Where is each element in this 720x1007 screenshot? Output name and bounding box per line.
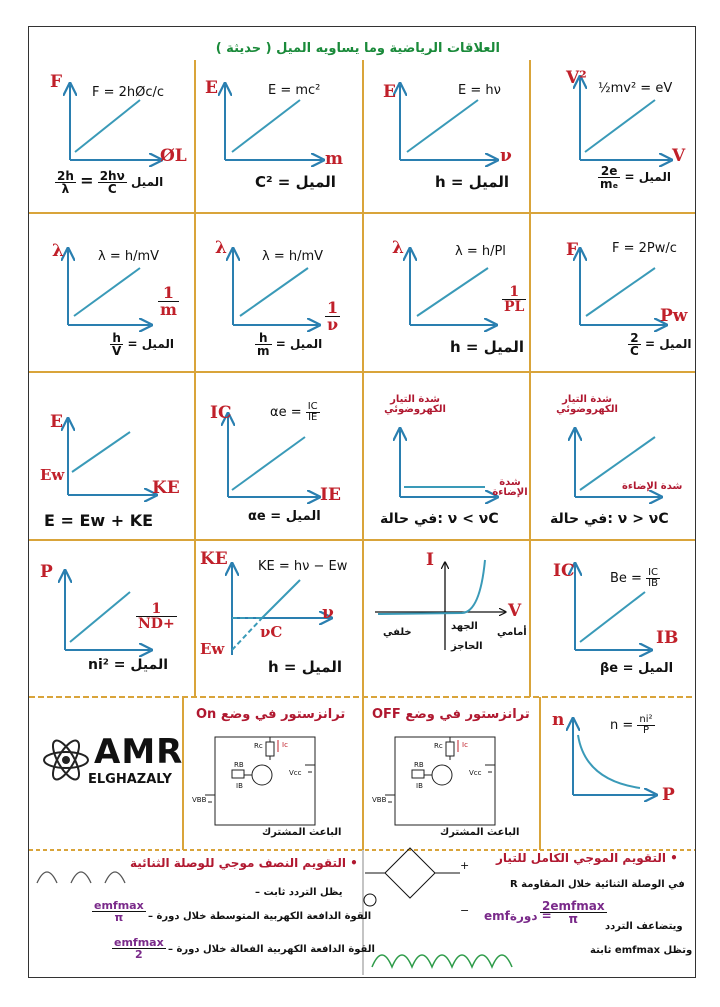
r4g1-slope: ni² = الميل [88, 657, 169, 673]
r2g3-slope: h = الميل [450, 338, 525, 356]
r4g2-ylabel: KE [200, 549, 228, 569]
r2g2-slope: $\frac{h}{m}$ = الميل [257, 331, 323, 358]
r2g4-xlabel: Pw [660, 306, 688, 326]
r3g2-xlabel: IE [320, 485, 341, 505]
full-wave-title: • التقويم الموجي الكامل للتيار [496, 851, 678, 865]
ngraph-formula: n = $\frac{\text{ni²}}{P}$ [610, 714, 653, 736]
r2g4-formula: F = 2Pw/c [612, 241, 677, 256]
r2g1-slope: $\frac{h}{V}$ = الميل [112, 331, 174, 358]
g2-slope: C² = الميل [255, 173, 336, 191]
full-wave-line3: وتظل emfmax ثابتة [590, 945, 693, 956]
half-wave-line2: القوة الدافعة الكهربية المتوسطة خلال دورة – [148, 911, 372, 922]
r2g2-formula: λ = h/mV [262, 249, 324, 264]
r3g1-xlabel: KE [152, 478, 180, 498]
full-wave-line1: في الوصلة الثنائية خلال المقاومة R [510, 879, 685, 890]
g2-xlabel: m [325, 149, 343, 169]
page-title: العلاقات الرياضية وما يساويه الميل ( حديثة ) [215, 41, 500, 56]
half-wave-f3: $\frac{\text{emfmax}}{2}$ [114, 936, 164, 961]
full-wave-line2: ويتضاعف التردد [605, 921, 683, 932]
transistor-on-circuit [205, 737, 315, 825]
ngraph-ylabel: n [552, 710, 565, 730]
r2g1-xlabel: $\frac{1}{m}$ [160, 283, 177, 319]
off-rb: RB [414, 761, 424, 769]
half-wave-line1: يظل التردد ثابت – [255, 887, 343, 898]
on-title: ترانزستور في وضع On [196, 707, 346, 722]
r3g4-ylabel: شدة التيار الكهروضوئي [556, 394, 618, 415]
r3g1-eq: E = Ew + KE [44, 511, 154, 530]
half-wave-form [37, 872, 125, 883]
on-ib: IB [236, 782, 243, 790]
transistor-off-circuit [385, 737, 495, 825]
g4-xlabel: V [672, 146, 686, 166]
r4g3-barrier1: الجهد [451, 621, 478, 632]
bridge-minus: − [460, 904, 470, 917]
g4-formula: ½mv² = eV [598, 81, 673, 96]
off-vbb: VBB [372, 796, 387, 804]
on-common-emitter: الباعث المشترك [262, 827, 342, 838]
logo-sub: ELGHAZALY [88, 772, 172, 787]
g3-ylabel: E [383, 82, 396, 102]
g1-slope: $\frac{2h}{\lambda}$ = $\frac{2h\nu}{C}$ الميل [57, 169, 164, 196]
half-wave-title: • التقويم النصف موجي للوصلة الثنائية [130, 856, 358, 870]
r2g3-ylabel: λ [392, 238, 404, 258]
r3g3-cond: في حالة: ν < νC [380, 511, 499, 527]
r4g4-xlabel: IB [656, 628, 679, 648]
logo-atom-icon [44, 737, 88, 783]
half-wave-f2: $\frac{\text{emfmax}}{\pi}$ [94, 899, 144, 924]
r4g3-forward: أمامي [497, 627, 527, 638]
r2g2-ylabel: λ [215, 238, 227, 258]
off-title: ترانزستور في وضع OFF [372, 707, 530, 722]
r3g2-formula: αe = $\frac{IC}{IE}$ [270, 401, 318, 423]
off-rc: Rc [434, 742, 443, 750]
full-wave-form [372, 955, 512, 967]
g3-slope: h = الميل [435, 173, 510, 191]
r4g3-barrier2: الحاجز [451, 641, 483, 652]
r4g2-formula: KE = hν − Ew [258, 559, 348, 574]
r3g2-ylabel: IC [210, 403, 232, 423]
g1-ylabel: F [50, 72, 63, 92]
r4g3-reverse: خلفي [383, 627, 412, 638]
r4g4-formula: Be = $\frac{IC}{IB}$ [610, 567, 659, 589]
logo-main: AMR [94, 732, 184, 772]
half-wave-line3: القوة الدافعة الكهربية الفعالة خلال دورة – [168, 944, 375, 955]
ngraph-xlabel: P [662, 785, 675, 805]
full-wave-lhs: emfدورة = [484, 909, 552, 923]
r3g4-cond: في حالة: ν > νC [550, 511, 669, 527]
off-common-emitter: الباعث المشترك [440, 827, 520, 838]
r4g3-ylabel: I [426, 550, 434, 570]
off-ic: Ic [462, 741, 468, 749]
g4-ylabel: V² [566, 68, 587, 88]
r4g4-slope: βe = الميل [600, 661, 674, 676]
bridge-rectifier [364, 848, 460, 906]
r4g4-ylabel: IC [553, 561, 575, 581]
full-wave-frac: $\frac{\text{2emfmax}}{\pi}$ [542, 899, 605, 926]
on-rb: RB [234, 761, 244, 769]
off-vcc: Vcc [469, 769, 482, 777]
r4g2-ew: Ew [200, 640, 225, 658]
r3g1-ylabel: E [50, 412, 63, 432]
g3-formula: E = hν [458, 83, 501, 98]
r2g1-ylabel: λ [52, 241, 64, 261]
on-vcc: Vcc [289, 769, 302, 777]
on-rc: Rc [254, 742, 263, 750]
r3g3-ylabel: شدة التيار الكهروضوئي [384, 394, 446, 415]
g1-formula: F = 2hØc/c [92, 85, 165, 100]
r4g3-xlabel: V [508, 601, 522, 621]
bridge-plus: + [460, 859, 470, 872]
r2g3-xlabel: $\frac{1}{PL}$ [504, 284, 525, 315]
g1-xlabel: ØL [160, 146, 187, 166]
r3g1-ew: Ew [40, 466, 65, 484]
r2g3-formula: λ = h/Pl [455, 244, 506, 259]
on-vbb: VBB [192, 796, 207, 804]
g2-formula: E = mc² [268, 83, 321, 98]
r2g4-slope: $\frac{2}{C}$ = الميل [630, 331, 692, 358]
r2g1-formula: λ = h/mV [98, 249, 160, 264]
r4g2-xlabel: ν [322, 603, 334, 623]
r3g2-slope: αe = الميل [248, 509, 321, 524]
r2g2-xlabel: $\frac{1}{\nu}$ [327, 298, 339, 334]
r4g1-xlabel: $\frac{1}{ND+}$ [138, 601, 175, 632]
r4g1-ylabel: P [40, 562, 53, 582]
on-ic: Ic [282, 741, 288, 749]
off-ib: IB [416, 782, 423, 790]
r3g4-xlabel: شدة الإضاءة [622, 481, 683, 492]
r4g2-vc: νC [260, 623, 283, 641]
g2-ylabel: E [205, 78, 218, 98]
r2g4-ylabel: F [566, 240, 579, 260]
g3-xlabel: ν [500, 146, 512, 166]
g4-slope: $\frac{2e}{\text{mₑ}}$ = الميل [600, 164, 671, 191]
r4g2-slope: h = الميل [268, 658, 343, 676]
r3g3-xlabel: شدة الإضاءة [492, 477, 528, 498]
